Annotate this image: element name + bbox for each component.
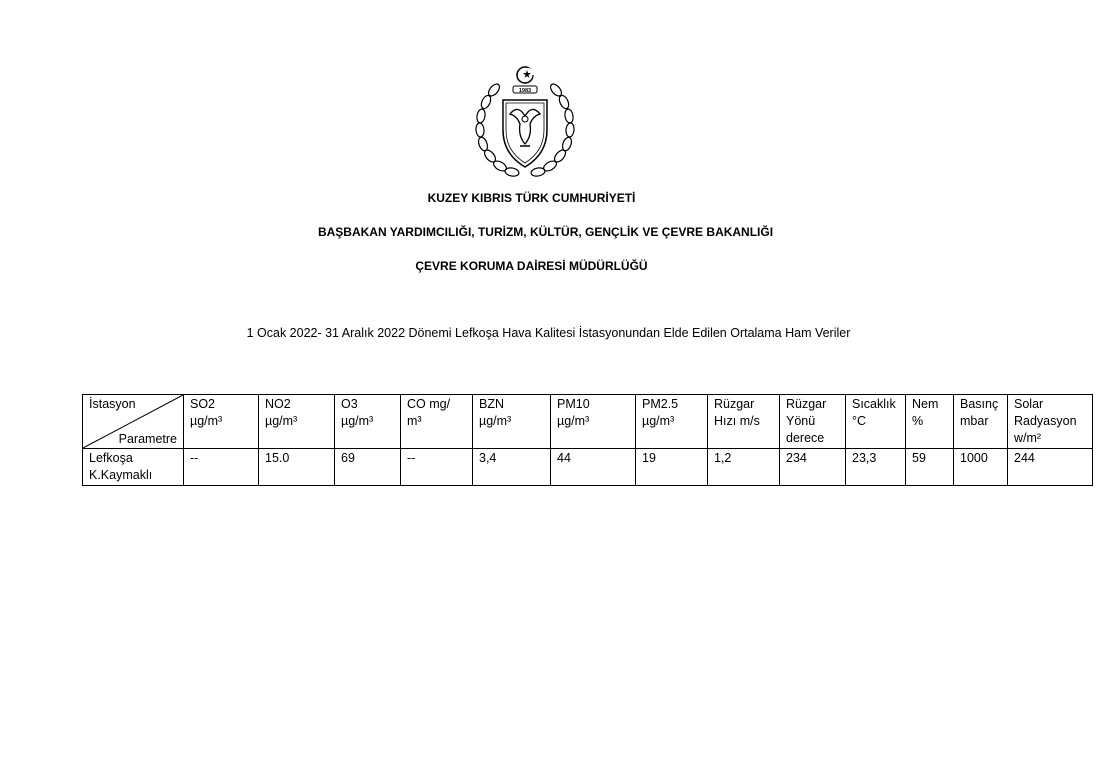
table-cell: 1,2 (708, 449, 780, 486)
column-header: BZN µg/m³ (473, 395, 551, 449)
table-cell: 15.0 (259, 449, 335, 486)
column-header: Rüzgar Yönü derece (780, 395, 846, 449)
column-header: NO2 µg/m³ (259, 395, 335, 449)
table-cell: -- (184, 449, 259, 486)
table-row (83, 449, 1093, 486)
report-subtitle: 1 Ocak 2022- 31 Aralık 2022 Dönemi Lefkoşa Hava Kalitesi İstasyonundan Elde Edilen Ortalama Ham Veriler (246, 326, 851, 340)
column-header: CO mg/ m³ (401, 395, 473, 449)
column-header: SO2 µg/m³ (184, 395, 259, 449)
corner-header-cell (83, 395, 184, 449)
column-header: O3 µg/m³ (335, 395, 401, 449)
station-label: İstasyon (89, 397, 136, 411)
table-header-row (83, 395, 1093, 449)
table-cell: 1000 (954, 449, 1008, 486)
table-cell: 44 (551, 449, 636, 486)
parameter-label: Parametre (118, 432, 177, 446)
table-cell: 234 (780, 449, 846, 486)
table-cell: 23,3 (846, 449, 906, 486)
table-cell: 19 (636, 449, 708, 486)
column-header: Solar Radyasyon w/m² (1008, 395, 1093, 449)
air-quality-table (82, 394, 1093, 486)
table-cell: 69 (335, 449, 401, 486)
department-heading: ÇEVRE KORUMA DAİRESİ MÜDÜRLÜĞÜ (415, 259, 648, 273)
station-name-cell: Lefkoşa K.Kaymaklı (83, 449, 184, 486)
column-header: PM2.5 µg/m³ (636, 395, 708, 449)
country-heading: KUZEY KIBRIS TÜRK CUMHURİYETİ (427, 191, 636, 205)
table-cell: -- (401, 449, 473, 486)
column-header: Nem % (906, 395, 954, 449)
table-cell: 59 (906, 449, 954, 486)
table-cell: 244 (1008, 449, 1093, 486)
emblem-year: 1983 (518, 88, 532, 94)
table-cell: 3,4 (473, 449, 551, 486)
column-header: Rüzgar Hızı m/s (708, 395, 780, 449)
column-header: Basınç mbar (954, 395, 1008, 449)
column-header: PM10 µg/m³ (551, 395, 636, 449)
government-emblem (470, 64, 580, 182)
column-header: Sıcaklık °C (846, 395, 906, 449)
ministry-heading: BAŞBAKAN YARDIMCILIĞI, TURİZM, KÜLTÜR, GENÇLİK VE ÇEVRE BAKANLIĞI (317, 225, 774, 239)
